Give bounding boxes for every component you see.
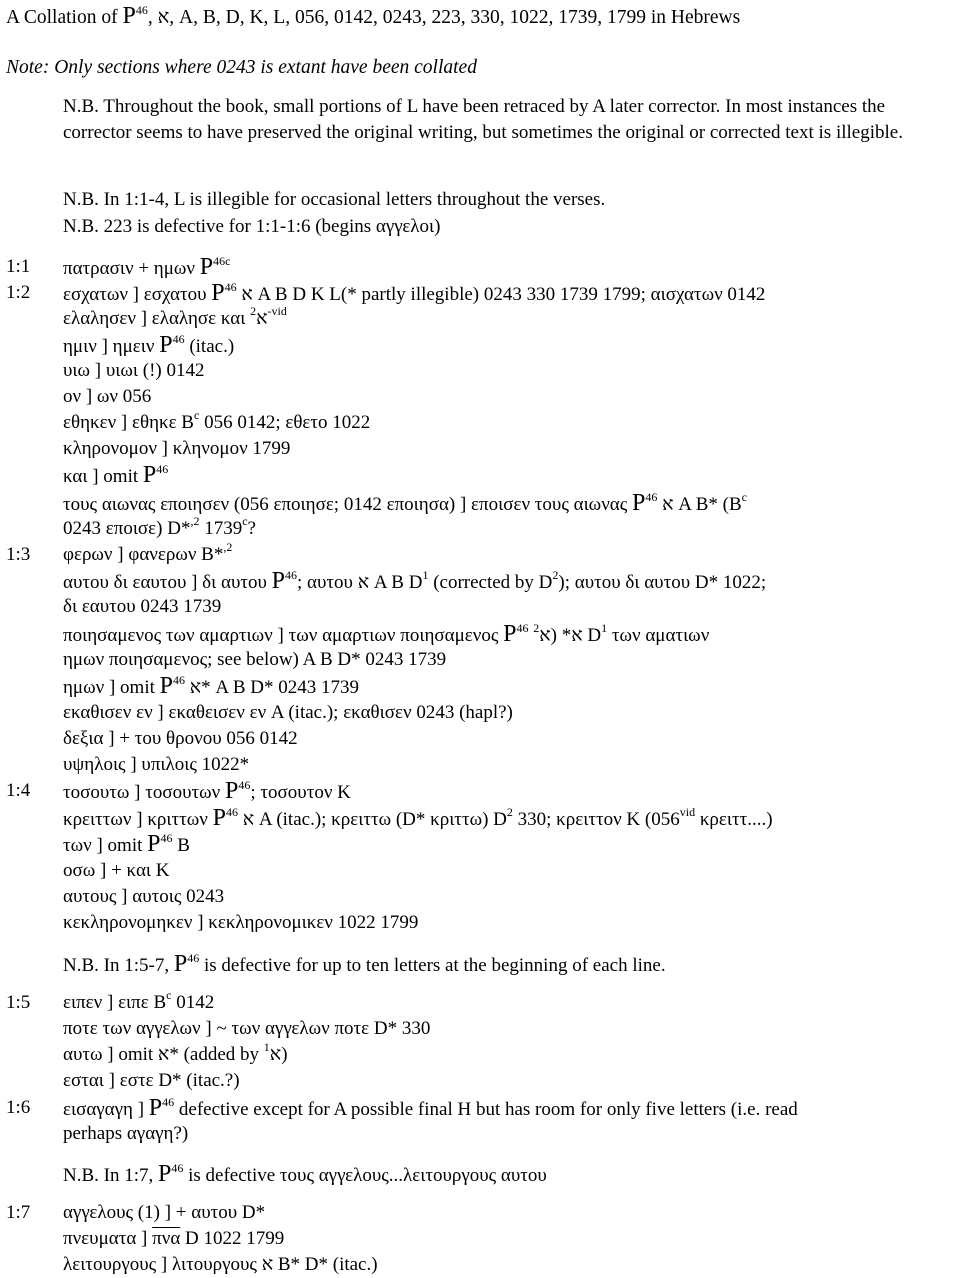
- note-text: Note: Only sections where 0243 is extant have been collated: [6, 57, 477, 78]
- verse-ref: 1:4: [6, 780, 31, 801]
- verse-ref: 1:3: [6, 544, 31, 565]
- nomen-sacrum-abbrev: $\overline{\pi\nu\alpha}$: [152, 1228, 181, 1249]
- verse-ref: 1:1: [6, 256, 31, 277]
- nb-defective-note: N.B. 223 is defective for 1:1-1:6 (begins αγγελοι): [63, 216, 441, 237]
- nb-retraced-note: N.B. Throughout the book, small portions of L have been retraced by A later corrector. In most instances the corrector seems to have preserved the original writing, but sometimes the original or corrected text is illegible.: [63, 96, 903, 143]
- verse-ref: 1:6: [6, 1097, 31, 1118]
- verse-ref: 1:7: [6, 1202, 31, 1223]
- page-title: A Collation of $P^{46}$, א, A, B, D, K, L, 056, 0142, 0243, 223, 330, 1022, 1739, 1799 in Hebrews: [6, 2, 741, 29]
- nb-illegible-note: N.B. In 1:1-4, L is illegible for occasional letters throughout the verses.: [63, 189, 606, 210]
- verse-ref: 1:5: [6, 992, 31, 1013]
- collation-page: A Collation of $P^{46}$, א, A, B, D, K, L, 056, 0142, 0243, 223, 330, 1022, 1739, 1799 in Hebrews Note: Only sections where 0243 is extant have been collated N.B. Throughout the book, small portions of L have been retraced by A later corrector. In most instances the corrector seems to have preserved the original writing, but sometimes the original or corrected text is illegible. N.B. In 1:1-4, L is illegible for occasional letters throughout the verses. N.B. 223 is defective for 1:1-1:6 (begins αγγελοι) 1:1 πατρασιν + ημων $P^{46c}$ 1:2 εσχατων ] εσχατου $P^{46}$ א A B D K L(* partly illegible) 0243 330 1739 1799; αισχατων 0142 ελαλησεν ] ελαλησε και א$^{2-vid}$ ημιν ] ημειν $P^{46}$ (itac.) υιω ] υιωι (!) 0142 ον ] ων 056 εθηκεν ] εθηκε $B^c$ 056 0142; εθετο 1022 κληρονομον ] κληνομον 1799 και ] omit $P^{46}$ τους αιωνας εποιησεν (056 εποιησε; 0142 εποιησα) ] εποισεν τους αιωνας $P^{46}$ א A B* ($B^c$ 0243 εποισε) D*$^{,2}$ 1739$^c$? 1:3 φερων ] φανερων B*$^{,2}$ αυτου δι εαυτου ] δι αυτου $P^{46}$; αυτου א A B $D^1$ (corrected by $D^2$); αυτου δι αυτου D* 1022; δι εαυτου 0243 1739 ποιησαμενος των αμαρτιων ] των αμαρτιων ποιησαμενος $P^{46}$ א* (א$^2$ $D^1$ των αματιων ημων ποιησαμενος; see below) A B D* 0243 1739 ημων ] omit $P^{46}$ א* A B D* 0243 1739 εκαθισεν εν ] εκαθεισεν εν A (itac.); εκαθισεν 0243 (hapl?) δεξια ] + του θρονου 056 0142 υψηλοις ] υπιλοις 1022* 1:4 τοσουτω ] τοσουτων $P^{46}$; τοσουτον K κρειττων ] κριττων $P^{46}$ א A (itac.); κρειττω (D* κριττω) $D^2$ 330; κρειττον K ($056^{vid}$ κρειττ....) των ] omit $P^{46}$ B οσω ] + και K αυτους ] αυτοις 0243 κεκληρονομηκεν ] κεκληρονομικεν 1022 1799 N.B. In 1:5-7, $P^{46}$ is defective for up to ten letters at the beginning of each line. 1:5 ειπεν ] ειπε $B^c$ 0142 ποτε των αγγελων ] ~ των αγγελων ποτε D* 330 αυτω ] omit א* (added by א$^1$ ) εσται ] εστε D* (itac.?) 1:6 εισαγαγη ] $P^{46}$ defective except for A possible final H but has room for only five letters (i.e. read perhaps αγαγη?) N.B. In 1:7, $P^{46}$ is defective τους αγγελους...λειτουργους αυτου 1:7 αγγελους (1) ] + αυτου D* πνευματα ] $\overline{\pi\nu\alpha}$ D 1022 1799 λειτουργους ] λιτουργους א B* D* (itac.): [0, 0, 960, 1278]
- verse-ref: 1:2: [6, 282, 31, 303]
